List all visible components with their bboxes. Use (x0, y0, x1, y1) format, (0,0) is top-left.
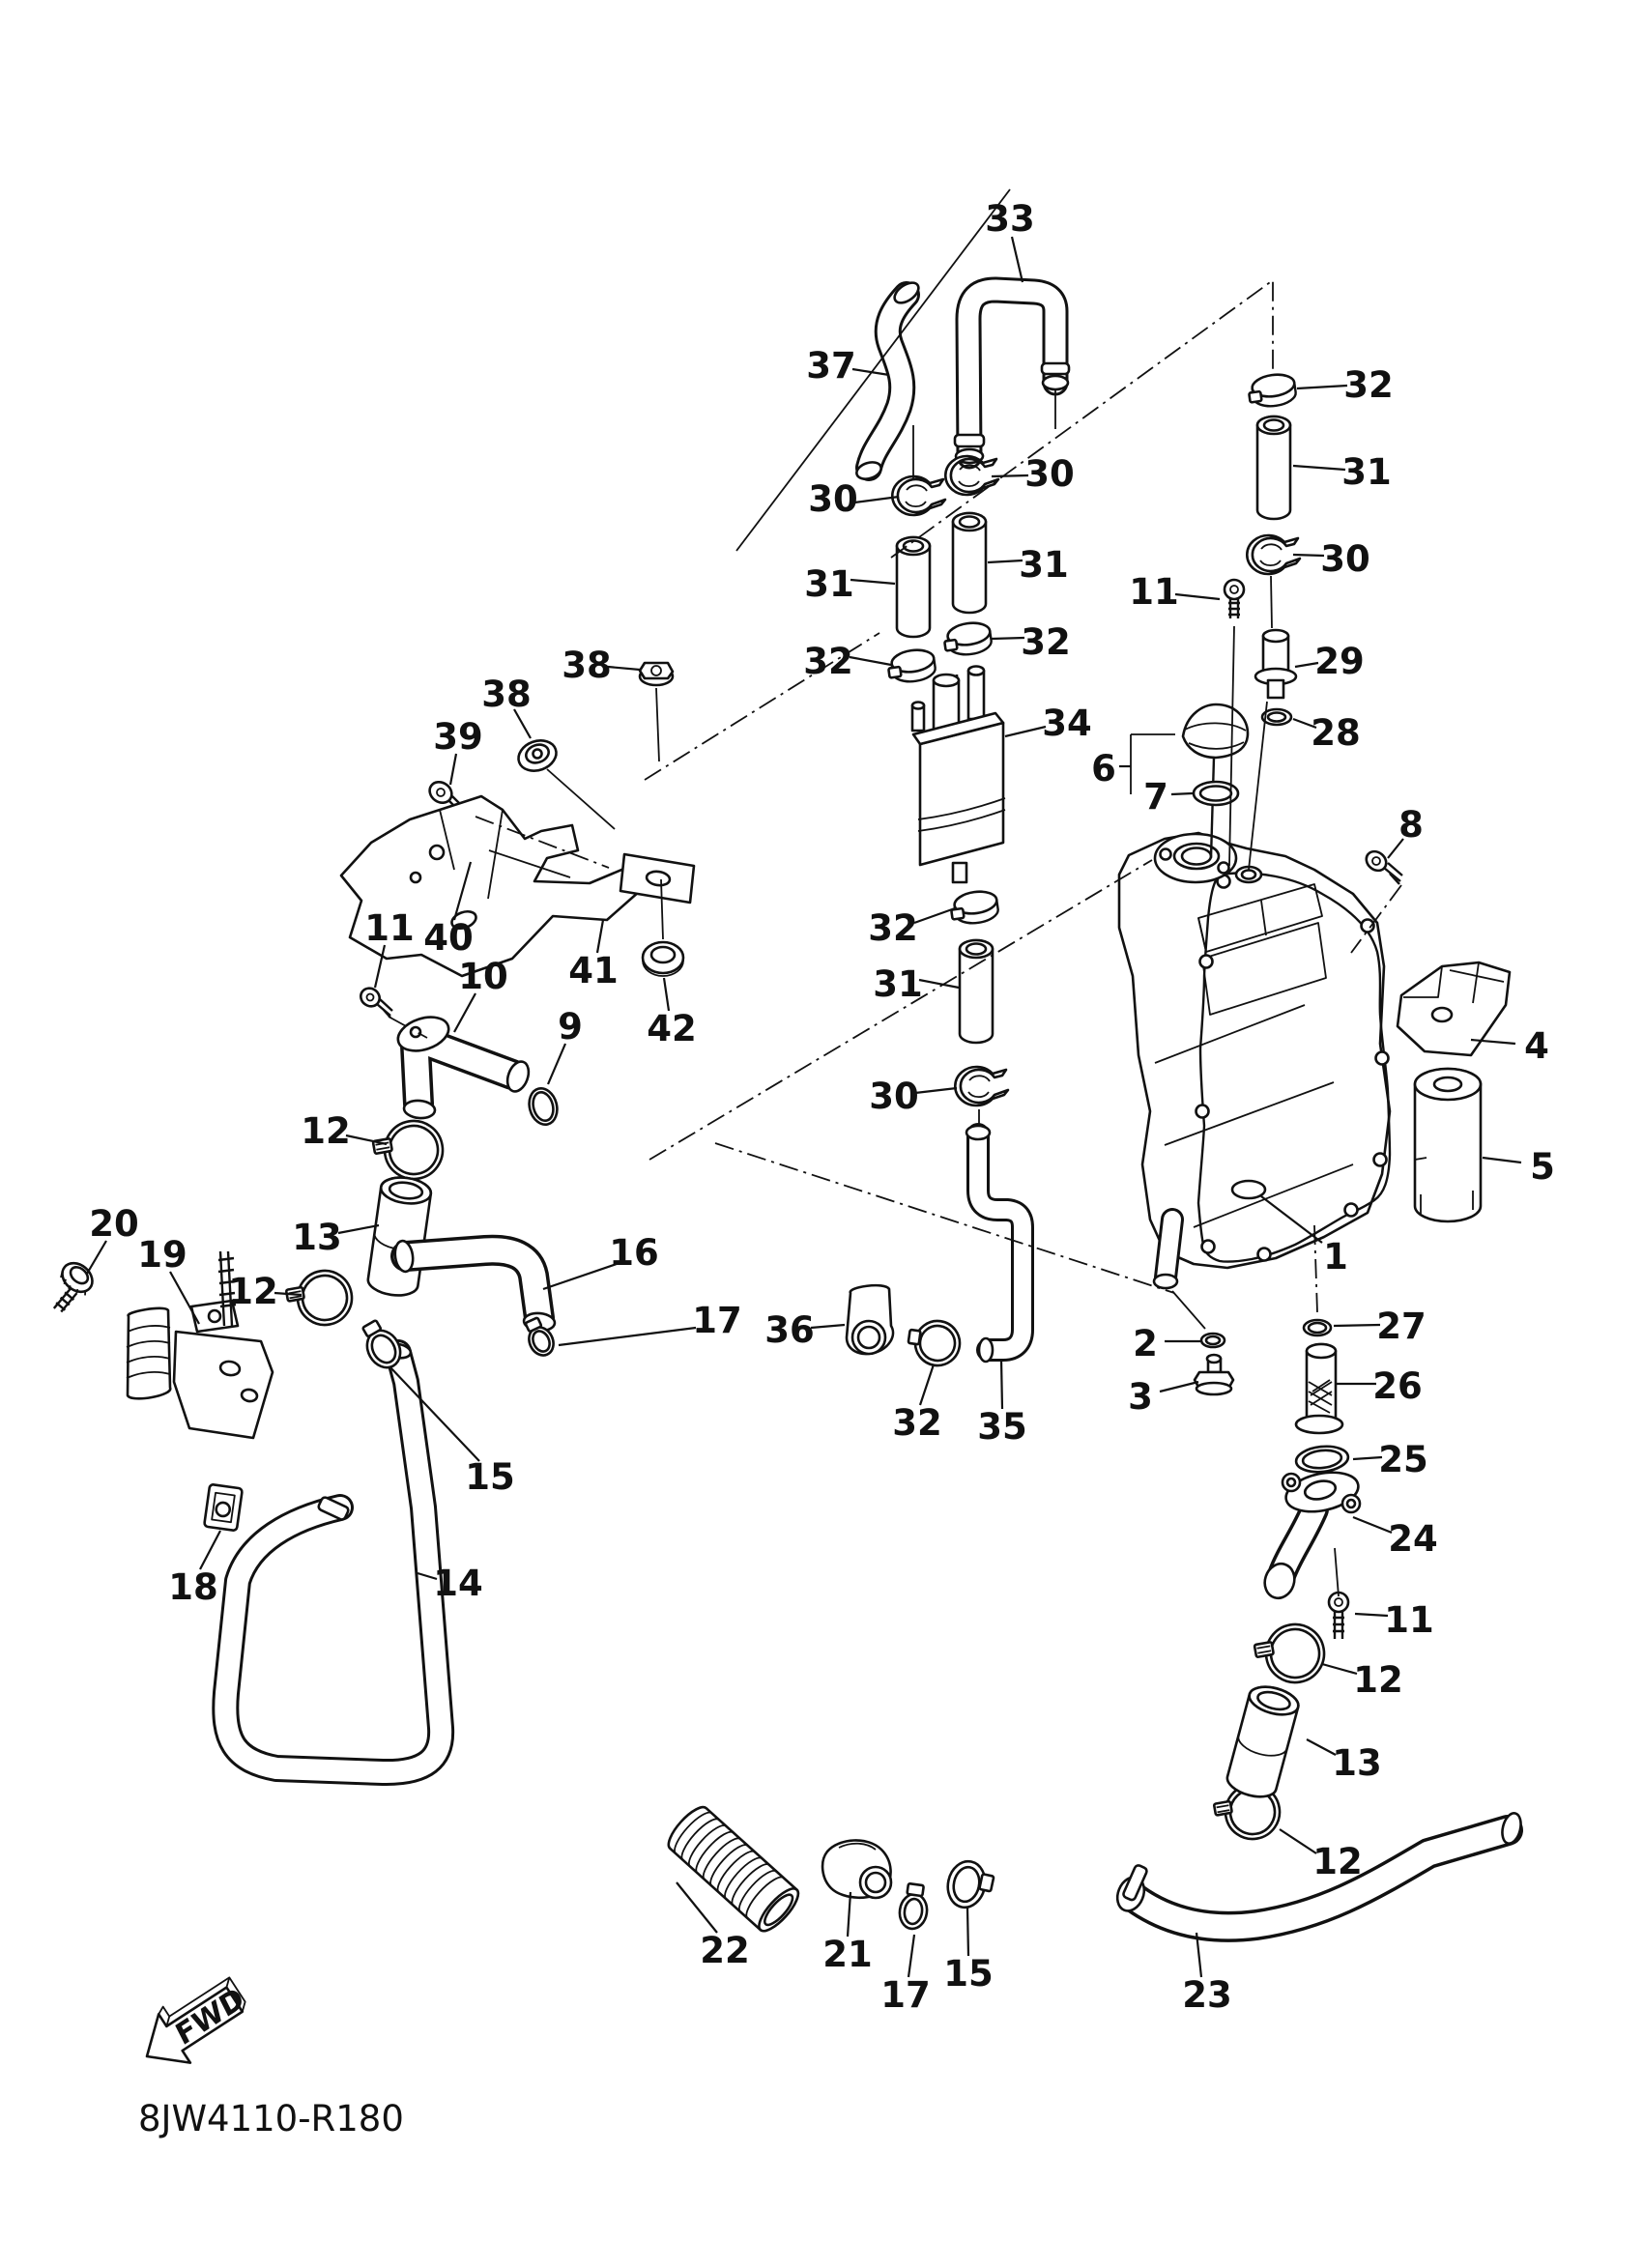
leader-line-5 (1483, 1158, 1521, 1163)
leader-line-15 (967, 1908, 968, 1956)
part-clamp-32-c (949, 889, 999, 926)
part-tube-13-a (366, 1175, 432, 1299)
callout-11: 11 (364, 907, 415, 949)
connector-line (547, 769, 615, 829)
leader-line-34 (1005, 727, 1046, 736)
callout-31: 31 (1341, 451, 1392, 493)
callout-41: 41 (568, 950, 619, 991)
callout-6: 6 (1091, 748, 1116, 789)
part-code: 8JW4110-R180 (138, 2098, 404, 2139)
leader-line-13 (338, 1225, 379, 1233)
part-tube-31-d (1257, 416, 1290, 519)
callout-21: 21 (822, 1934, 873, 1975)
callout-24: 24 (1388, 1518, 1438, 1560)
part-elbow-10 (393, 1011, 532, 1119)
part-clamp-32-b (942, 620, 993, 657)
connector-line (1335, 1548, 1339, 1596)
part-clip-nut-18 (204, 1484, 243, 1531)
callout-23: 23 (1182, 1974, 1232, 2016)
fwd-arrow (129, 1967, 258, 2081)
callout-17: 17 (880, 1974, 931, 2016)
callout-1: 1 (1323, 1236, 1348, 1278)
callout-27: 27 (1376, 1306, 1427, 1347)
part-tube-31-b (953, 513, 986, 613)
part-tube-31-c (960, 940, 993, 1043)
part-bolt-3 (1195, 1355, 1233, 1394)
callout-25: 25 (1378, 1439, 1428, 1480)
connector-line (1249, 702, 1267, 870)
callout-26: 26 (1372, 1365, 1423, 1407)
part-clamp-12-a (370, 1116, 447, 1185)
callout-17: 17 (692, 1300, 742, 1341)
leader-line-36 (811, 1325, 845, 1328)
part-strainer-26 (1296, 1344, 1342, 1433)
part-clamp-12-b (284, 1267, 357, 1332)
part-tube-31-a (897, 537, 930, 637)
leader-line-20 (87, 1241, 106, 1274)
part-hose-35 (966, 1126, 1023, 1362)
callout-30: 30 (808, 478, 858, 520)
leader-line-3 (1160, 1382, 1198, 1392)
part-joint-36 (847, 1285, 893, 1354)
leader-line-11 (1355, 1614, 1388, 1616)
connector-line (1271, 576, 1272, 628)
part-clamp-15-b (943, 1858, 995, 1912)
connector-line (656, 688, 659, 761)
callout-31: 31 (804, 563, 854, 605)
part-clamp-17-b (898, 1882, 931, 1930)
part-bolt-20 (40, 1257, 99, 1318)
fwd-label: FWD (170, 1981, 250, 2053)
leader-line-17 (908, 1935, 914, 1977)
part-clamp-32-e (906, 1317, 963, 1368)
leader-line-32 (1297, 386, 1347, 388)
callout-34: 34 (1042, 703, 1092, 744)
part-tube-13-b (1225, 1682, 1302, 1802)
leader-line-32 (992, 638, 1024, 639)
callout-32: 32 (1021, 621, 1071, 663)
callout-3: 3 (1128, 1376, 1153, 1418)
part-nut-38-a (640, 663, 673, 685)
construction-line (891, 280, 1273, 558)
callout-32: 32 (868, 907, 918, 949)
part-screw-11-a (358, 985, 392, 1018)
leader-line-21 (848, 1892, 850, 1937)
callout-32: 32 (1343, 364, 1394, 406)
callout-10: 10 (458, 956, 508, 997)
callout-31: 31 (873, 963, 923, 1005)
callout-12: 12 (1312, 1841, 1363, 1882)
part-hose-33 (955, 290, 1069, 463)
leader-line-11 (1175, 594, 1220, 599)
part-clamp-32-a (886, 647, 937, 684)
callout-11: 11 (1129, 571, 1179, 613)
part-clamp-32-d (1247, 372, 1297, 409)
callout-30: 30 (869, 1076, 919, 1117)
callout-32: 32 (803, 641, 853, 682)
leader-line-38 (608, 667, 640, 670)
part-clamp-30-a (892, 476, 945, 515)
callout-13: 13 (1332, 1742, 1382, 1784)
callout-33: 33 (985, 198, 1035, 240)
callout-7: 7 (1143, 776, 1168, 818)
callout-16: 16 (609, 1232, 659, 1274)
leader-line-31 (988, 560, 1023, 562)
leader-line-32 (850, 657, 891, 665)
callout-12: 12 (228, 1271, 278, 1312)
leader-line-27 (1334, 1325, 1380, 1326)
callout-15: 15 (465, 1456, 515, 1498)
part-oring-9 (526, 1085, 562, 1128)
callout-38: 38 (562, 645, 612, 686)
callout-35: 35 (977, 1406, 1027, 1448)
leader-line-35 (1001, 1359, 1002, 1409)
callout-8: 8 (1398, 804, 1424, 846)
callout-30: 30 (1320, 538, 1370, 580)
callout-39: 39 (433, 716, 483, 758)
part-clamp-30-c (955, 1067, 1008, 1105)
part-joint-21 (822, 1840, 891, 1898)
callout-37: 37 (806, 345, 856, 387)
leader-line-12 (1280, 1829, 1316, 1853)
leader-line-39 (450, 754, 456, 785)
leader-line-30 (992, 475, 1028, 476)
callout-20: 20 (89, 1203, 139, 1245)
part-bracket-41 (341, 796, 694, 976)
callout-9: 9 (558, 1006, 583, 1048)
part-screw-11-b (1225, 580, 1244, 618)
callout-18: 18 (168, 1566, 218, 1608)
part-oring-25 (1295, 1444, 1349, 1475)
leader-line-32 (914, 908, 955, 923)
leader-line-7 (1171, 793, 1193, 794)
leader-line-30 (1293, 555, 1324, 556)
part-clamp-30-d (1247, 535, 1300, 574)
construction-line (715, 1143, 1174, 1293)
leader-line-32 (920, 1364, 934, 1405)
leader-line-16 (543, 1264, 617, 1289)
part-oring-27 (1304, 1320, 1331, 1335)
callout-12: 12 (301, 1110, 351, 1152)
callout-40: 40 (423, 917, 474, 959)
part-canister-34 (912, 667, 1005, 883)
leader-line-42 (664, 978, 669, 1011)
part-valve-29 (1255, 630, 1296, 698)
callout-13: 13 (292, 1217, 342, 1258)
leader-line-31 (919, 980, 959, 988)
leader-line-24 (1353, 1517, 1392, 1533)
part-oil-tank-1 (1119, 833, 1390, 1288)
part-clamp-12-c (1252, 1620, 1328, 1688)
callout-32: 32 (892, 1402, 942, 1444)
part-screw-11-c (1329, 1593, 1348, 1639)
callout-14: 14 (433, 1563, 483, 1604)
callout-30: 30 (1024, 453, 1075, 495)
part-oring-2 (1201, 1334, 1225, 1347)
callout-15: 15 (943, 1953, 994, 1995)
callout-4: 4 (1524, 1025, 1549, 1067)
callout-5: 5 (1530, 1146, 1555, 1188)
callout-36: 36 (764, 1309, 815, 1351)
leader-line-9 (548, 1044, 565, 1084)
connector-line (1172, 1291, 1205, 1329)
part-nut-38-b (514, 735, 561, 776)
leader-line-31 (850, 580, 895, 584)
leader-line-30 (915, 1088, 957, 1093)
callout-29: 29 (1314, 641, 1365, 682)
part-filter-5 (1415, 1069, 1481, 1221)
part-fitting-24 (1260, 1467, 1362, 1602)
callout-38: 38 (481, 674, 532, 715)
leader-line-17 (559, 1328, 696, 1345)
leader-line-19 (170, 1272, 199, 1324)
callout-28: 28 (1311, 712, 1361, 754)
callout-22: 22 (700, 1930, 750, 1971)
callout-2: 2 (1133, 1323, 1158, 1364)
leader-line-33 (1012, 237, 1023, 282)
leader-line-31 (1293, 466, 1345, 470)
part-grommet-42 (643, 942, 683, 976)
leader-line-18 (200, 1531, 220, 1569)
callout-42: 42 (647, 1008, 697, 1049)
callout-11: 11 (1384, 1599, 1434, 1641)
part-screw-8 (1363, 847, 1402, 884)
callout-31: 31 (1019, 544, 1069, 586)
leader-line-10 (454, 993, 476, 1032)
leader-line-41 (597, 920, 603, 953)
leader-line-22 (677, 1882, 717, 1933)
callout-19: 19 (137, 1234, 187, 1276)
leader-line-12 (1322, 1664, 1357, 1674)
callout-12: 12 (1353, 1659, 1403, 1701)
part-corrugated-22 (663, 1802, 804, 1937)
